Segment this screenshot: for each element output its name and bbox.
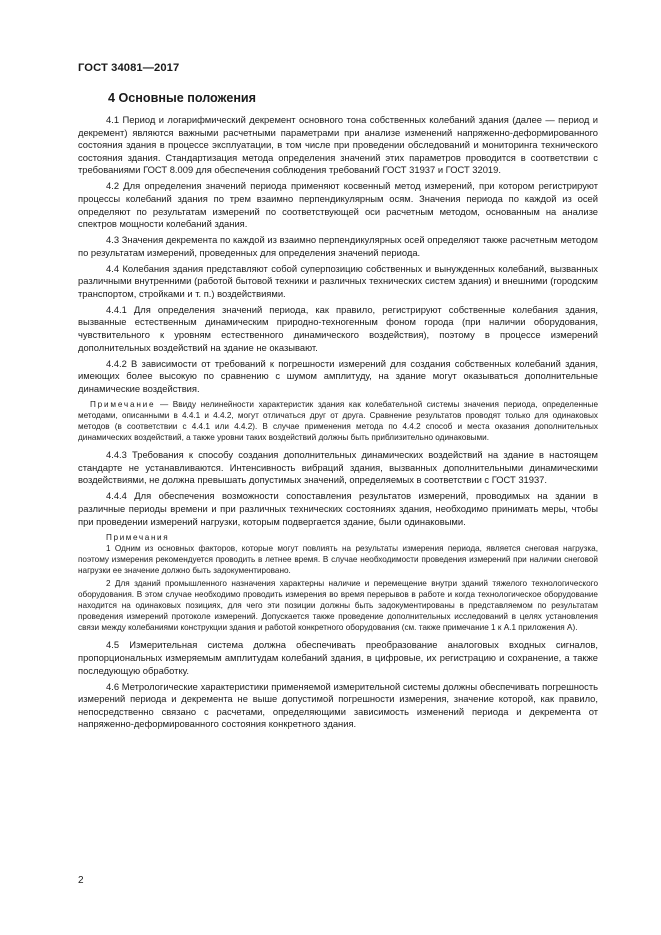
- paragraph-4-6: 4.6 Метрологические характеристики применяемой измерительной системы должны обеспечивать погрешность измерений периода и декремента не выше допустимой погрешности измерения, значение которой, как правило, непосредственно связано с расчетами, определяющими зависимость изменений периода и декремента от напряженно-деформированного состояния конкретного здания.: [78, 680, 598, 730]
- paragraph-4-4-2: 4.4.2 В зависимости от требований к погрешности измерений для создания собственных колебаний здания, имеющих более высокую по сравнению с шумом амплитуду, на здание могут оказываться дополнительные динамические воздействия.: [78, 357, 598, 394]
- paragraph-4-3: 4.3 Значения декремента по каждой из взаимно перпендикулярных осей определяют также расчетным методом по результатам измерений, проведенных для определения значений периода.: [78, 234, 598, 258]
- notes-2: [78, 532, 598, 634]
- paragraph-4-5: 4.5 Измерительная система должна обеспечивать преобразование аналоговых входных сигналов, пропорциональных измеряемым амплитудам колебаний здания, в цифровые, их регистрацию и сохранение, а также последующую обработку.: [78, 639, 598, 676]
- paragraph-4-4: 4.4 Колебания здания представляют собой суперпозицию собственных и вынужденных колебаний, вызванных различными внутренними (работой бытовой техники и различных технических систем здания) и внешними (городским транспортом, стройками и т. п.) воздействиями.: [78, 262, 598, 299]
- notes-2-item-1: 1 Одним из основных факторов, которые могут повлиять на результаты измерения периода, является снеговая нагрузка, поэтому измерения рекомендуется проводить в летнее время. В случае необходимости проведения измерений при наличии снеговой нагрузки ее значение должно быть задокументировано.: [78, 543, 598, 575]
- notes-2-item-2: 2 Для зданий промышленного назначения характерны наличие и перемещение внутри зданий тяжелого технологического оборудования. В этом случае необходимо проводить измерения во время перерывов в работе и когда технологическое оборудование находится на одинаковых позициях, для чего эти позиции должны быть задокументированы в представляемом по результатам проведения измерений протоколе измерений. Допускается также проведение дополнительных исследований в целях установления связи между колебаниями конструкции здания и работой конкретного оборудования (см. также примечание 1 к А.1 приложения А).: [78, 578, 598, 633]
- paragraph-4-4-1: 4.4.1 Для определения значений периода, как правило, регистрируют собственные колебания здания, вызванные естественным динамическим природно-техногенным фоном города (при наличии оборудования, чувствительного к уровням естественного динамического воздействия), поэтому в процессе измерений дополнительных воздействий на здание не оказывают.: [78, 303, 598, 353]
- section-title: 4 Основные положения: [108, 91, 257, 105]
- main-content: [78, 90, 598, 734]
- page-number: 2: [78, 875, 84, 886]
- standard-code-header: ГОСТ 34081—2017: [78, 62, 180, 74]
- paragraph-4-1: 4.1 Период и логарифмический декремент основного тона собственных колебаний здания (далее — период и декремент) являются важными расчетными параметрами при анализе изменений напряженно-деформированного состояния здания в процессе эксплуатации, в том числе при проведении обследований и мониторинга технического состояния здания. Стандартизация метода определения значений этих параметров проводится в соответствии с требованиями ГОСТ 8.009 для обеспечения соблюдения требований ГОСТ 31937 и ГОСТ 32019.: [78, 114, 598, 176]
- note-1-text: — Ввиду нелинейности характеристик здания как колебательной системы значения периода, определенные методами, описанными в 4.4.1 и 4.4.2, могут отличаться друг от друга. Сравнение результатов проводят только для одинаковых методов (в соответствии с 4.4.1 или 4.4.2). В случае применения метода по 4.4.2 способ и места оказания дополнительных динамических воздействий, а также уровни таких воздействий должны быть приблизительно одинаковыми.: [78, 399, 598, 443]
- paragraph-4-4-4: 4.4.4 Для обеспечения возможности сопоставления результатов измерений, проводимых на здании в различные периоды времени и при различных технических состояниях здания, необходимо принимать меры, чтобы при проведении измерений нагрузки, которым подвергается здание, были одинаковыми.: [78, 490, 598, 527]
- notes-2-title: Примечания: [106, 532, 170, 542]
- note-1-paragraph: [78, 399, 598, 443]
- note-1: [78, 399, 598, 443]
- paragraph-4-4-3: 4.4.3 Требования к способу создания дополнительных динамических воздействий на здание в настоящем стандарте не устанавливаются. Интенсивность вибраций здания, вызванных дополнительными динамическими воздействиями, не должна превышать допустимых значений, определяемых в соответствии с ГОСТ 31937.: [78, 449, 598, 486]
- paragraph-4-2: 4.2 Для определения значений периода применяют косвенный метод измерений, при котором регистрируют процессы колебаний здания по трем взаимно перпендикулярным осям. Значения периода по каждой из осей определяют по результатам измерений по соответствующей оси расчетным методом, основанным на анализе спектров мощности колебаний здания.: [78, 180, 598, 230]
- note-1-label: Примечание: [90, 399, 156, 409]
